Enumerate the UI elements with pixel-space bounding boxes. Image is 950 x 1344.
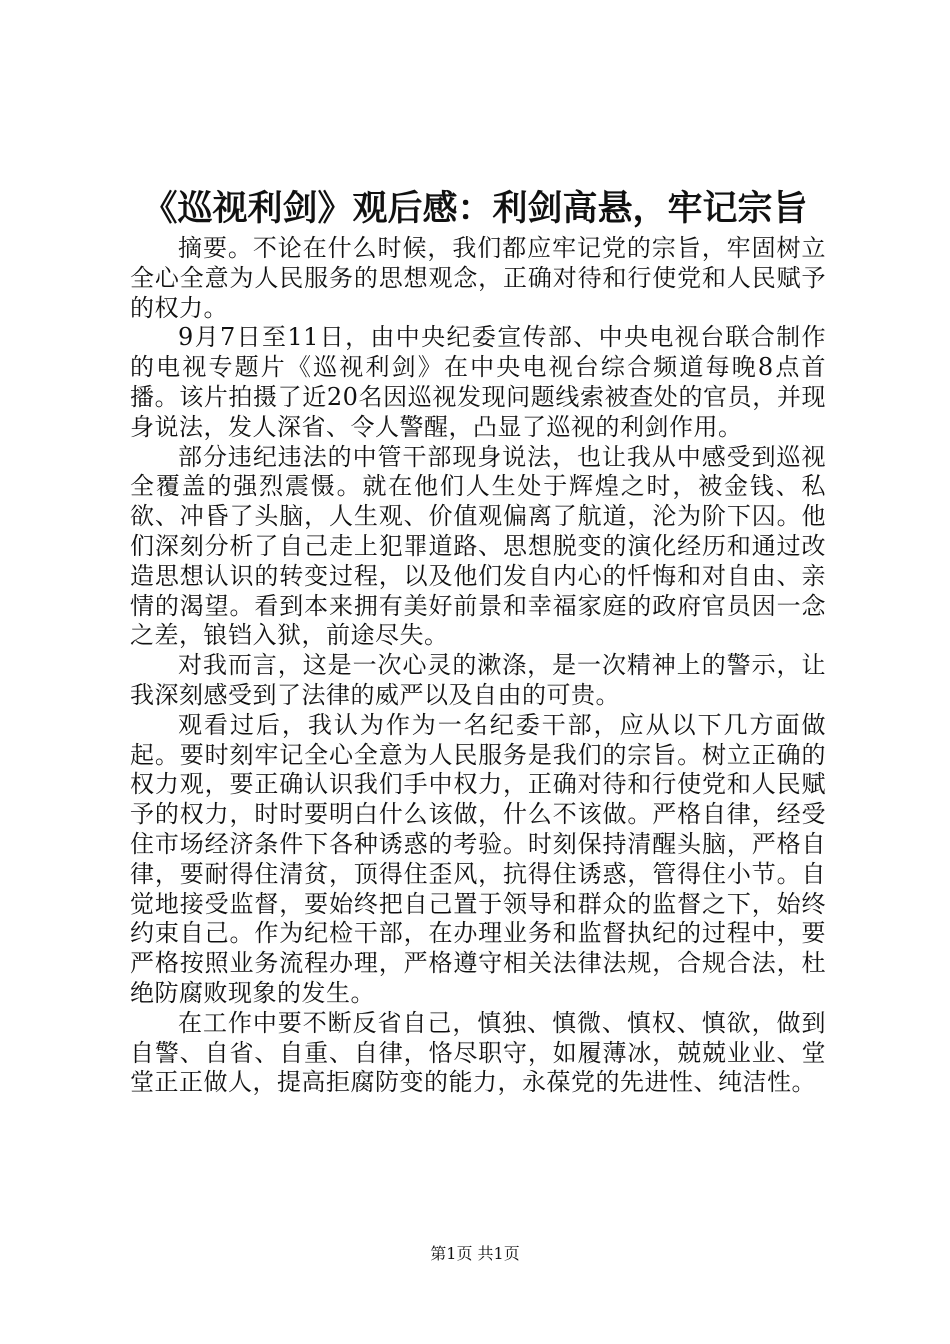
paragraph-broadcast: 9月7日至11日，由中央纪委宣传部、中央电视台联合制作的电视专题片《巡视利剑》在中央电视台综合频道每晚8点首播。该片拍摄了近20名因巡视发现问题线索被查处的官员，并现身说法，发人深省、令人警醒，凸显了巡视的利剑作用。 xyxy=(130,323,826,441)
page-number-footer: 第1页 共1页 xyxy=(430,1244,520,1263)
paragraph-abstract: 摘要。不论在什么时候，我们都应牢记党的宗旨，牢固树立全心全意为人民服务的思想观念，正确对待和行使党和人民赋予的权力。 xyxy=(130,234,826,322)
paragraph-conclusion: 在工作中要不断反省自己，慎独、慎微、慎权、慎欲，做到自警、自省、自重、自律，恪尽职守，如履薄冰，兢兢业业、堂堂正正做人，提高拒腐防变的能力，永葆党的先进性、纯洁性。 xyxy=(130,1008,826,1097)
document-title: 《巡视利剑》观后感：利剑高悬，牢记宗旨 xyxy=(142,188,808,229)
paragraph-deterrence: 部分违纪违法的中管干部现身说法，也让我从中感受到巡视全覆盖的强烈震慑。就在他们人生处于辉煌之时，被金钱、私欲、冲昏了头脑，人生观、价值观偏离了航道，沦为阶下囚。他们深刻分析了自己走上犯罪道路、思想脱变的演化经历和通过改造思想认识的转变过程，以及他们发自内心的忏悔和对自由、亲情的渴望。看到本来拥有美好前景和幸福家庭的政府官员因一念之差，锒铛入狱，前途尽失。 xyxy=(130,442,826,650)
paragraph-actions: 观看过后，我认为作为一名纪委干部，应从以下几方面做起。要时刻牢记全心全意为人民服务是我们的宗旨。树立正确的权力观，要正确认识我们手中权力，正确对待和行使党和人民赋予的权力，时时要明白什么该做，什么不该做。严格自律，经受住市场经济条件下各种诱惑的考验。时刻保持清醒头脑，严格自律，要耐得住清贫，顶得住歪风，抗得住诱惑，管得住小节。自觉地接受监督，要始终把自己置于领导和群众的监督之下，始终约束自己。作为纪检干部，在办理业务和监督执纪的过程中，要严格按照业务流程办理，严格遵守相关法律法规，合规合法，杜绝防腐败现象的发生。 xyxy=(130,710,826,1007)
paragraph-reflection: 对我而言，这是一次心灵的漱涤，是一次精神上的警示，让我深刻感受到了法律的威严以及自由的可贵。 xyxy=(130,651,826,709)
document-body xyxy=(130,234,826,1098)
